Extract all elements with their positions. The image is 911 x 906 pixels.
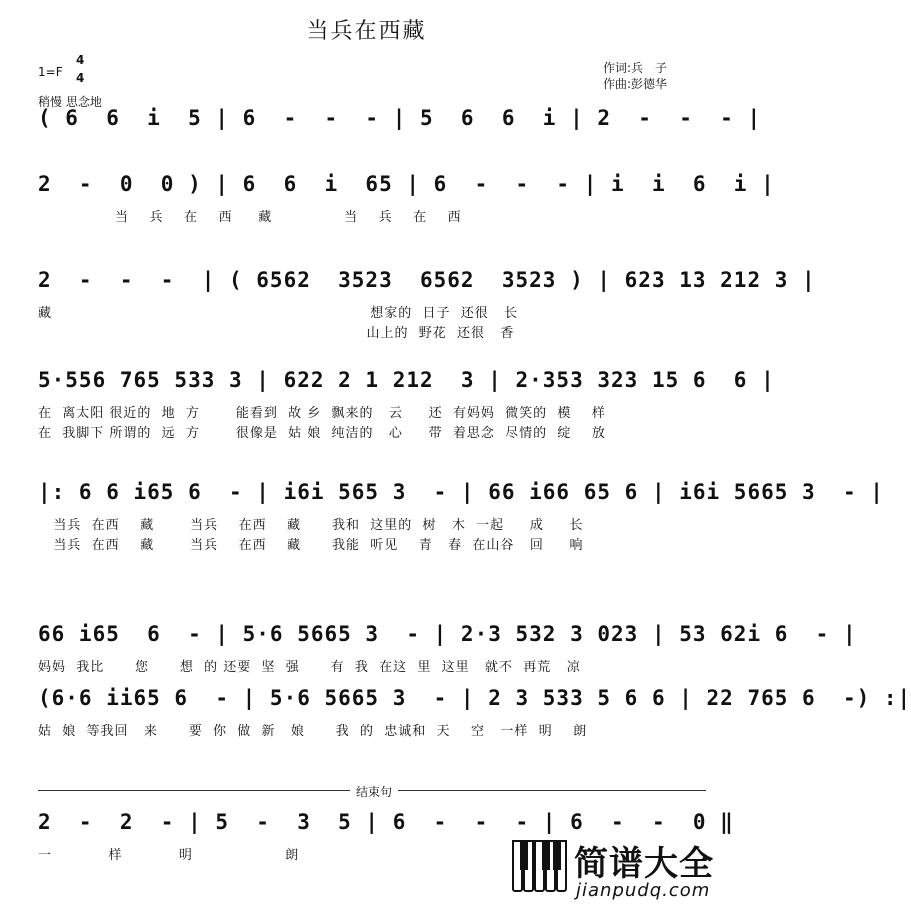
notation-row: 2 - 2 - | 5 - 3 5 | 6 - - - | 6 - - 0 ‖	[38, 810, 734, 834]
piano-keys-icon	[512, 840, 570, 892]
notation-row: 5·556 765 533 3 | 622 2 1 212 3 | 2·353 323 15 6 6 |	[38, 368, 775, 392]
lyric-line: 当 兵 在 西 藏 当 兵 在 西	[38, 210, 462, 225]
lyric-line: 山上的 野花 还很 香	[38, 326, 515, 341]
lyric-line: 在 我脚下 所谓的 远 方 很像是 姑 娘 纯洁的 心 带 着思念 尽情的 绽 放	[38, 426, 606, 441]
logo-name: 简谱大全	[574, 844, 714, 884]
lyric-line: 当兵 在西 藏 当兵 在西 藏 我能 听见 青 春 在山谷 回 响	[38, 538, 584, 553]
tempo-marking: 稍慢 思念地	[38, 95, 102, 109]
logo-url: jianpudq.com	[576, 880, 711, 901]
notation-row: |: 6 6 i65 6 - | i6i 565 3 - | 66 i66 65 6 | i6i 5665 3 - |	[38, 480, 884, 504]
lyric-line: 在 离太阳 很近的 地 方 能看到 故 乡 飘来的 云 还 有妈妈 微笑的 模 样	[38, 406, 606, 421]
lyric-line: 藏 想家的 日子 还很 长	[38, 306, 519, 321]
time-signature-bottom: 4	[76, 71, 85, 85]
lyric-line: 妈妈 我比 您 想 的 还要 坚 强 有 我 在这 里 这里 就不 再荒 凉	[38, 660, 581, 675]
lyric-line: 当兵 在西 藏 当兵 在西 藏 我和 这里的 树 木 一起 成 长	[38, 518, 584, 533]
notation-row: 2 - - - | ( 6562 3523 6562 3523 ) | 623 13 212 3 |	[38, 268, 816, 292]
time-signature-top: 4	[76, 53, 85, 67]
notation-row: (6·6 ii65 6 - | 5·6 5665 3 - | 2 3 533 5 6 6 | 22 765 6 -) :|	[38, 686, 911, 710]
notation-row: 66 i65 6 - | 5·6 5665 3 - | 2·3 532 3 023 | 53 62i 6 - |	[38, 622, 857, 646]
notation-row: ( 6 6 i 5 | 6 - - - | 5 6 6 i | 2 - - - |	[38, 106, 762, 130]
credits	[603, 60, 667, 92]
lyricist-credit: 作词:兵 子	[603, 61, 668, 75]
notation-row: 2 - 0 0 ) | 6 6 i 65 | 6 - - - | i i 6 i |	[38, 172, 775, 196]
key-signature: 1=F	[38, 65, 63, 79]
lyric-line: 姑 娘 等我回 来 要 你 做 新 娘 我 的 忠诚和 天 空 一样 明 朗	[38, 724, 588, 739]
site-logo	[512, 836, 722, 902]
composer-credit: 作曲:彭德华	[603, 77, 668, 91]
song-title: 当兵在西藏	[306, 19, 427, 44]
ending-label: 结束句	[350, 783, 398, 800]
lyric-line: 一 样 明 朗	[38, 848, 300, 863]
